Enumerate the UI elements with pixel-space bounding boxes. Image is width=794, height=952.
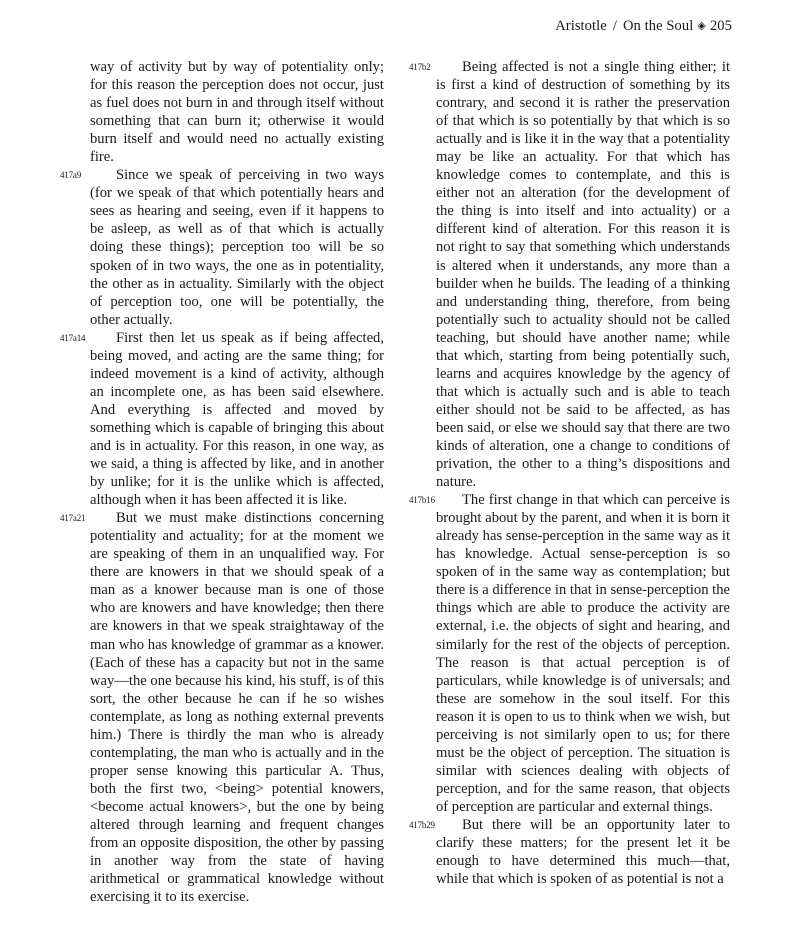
header-author: Aristotle <box>555 18 607 34</box>
paragraph-text: Since we speak of perceiving in two ways (for we speak of that which potentially hears and sees as hearing and seeing, even if it happens to be asleep, as well as of that which is actually doing these things); perception too will be so spoken of in two ways, the one as in potentiality, the other as in actuality. Similarly with the object of perception too, one will be potentially, the other actually. <box>90 167 384 328</box>
header-work-title: On the Soul <box>622 18 694 34</box>
paragraph <box>409 491 730 816</box>
bekker-marginal: 417a9 <box>60 170 81 181</box>
paragraph-text: But there will be an opportunity later to clarify these matters; for the present let it be enough to have determined this much—that, while that which is spoken of as potential is not a <box>436 816 730 888</box>
header-separator: / <box>612 18 617 34</box>
paragraph-text: First then let us speak as if being affected, being moved, and acting are the same thing; for indeed movement is a kind of activity, although an incomplete one, as has been said elsewhere. And everything is affected and moved by something which is capable of bringing this about and is in actuality. For this reason, in one way, as we said, a thing is affected by like, and in another by unlike; for it is the unlike which is affected, although when it has been affected it is like. <box>90 329 384 509</box>
paragraph <box>409 816 730 888</box>
paragraph <box>60 509 384 906</box>
right-text-column <box>409 58 730 888</box>
paragraph <box>409 58 730 491</box>
running-header <box>555 18 732 35</box>
paragraph <box>60 166 384 328</box>
page-number: 205 <box>709 18 732 34</box>
diamond-icon: ◈ <box>697 20 706 32</box>
paragraph <box>90 58 384 166</box>
bekker-marginal: 417b16 <box>409 495 435 506</box>
bekker-marginal: 417a14 <box>60 332 86 343</box>
bekker-marginal: 417b2 <box>409 62 431 72</box>
paragraph-text: Being affected is not a single thing either; it is first a kind of destruction of something by its contrary, and second it is rather the preservation of that which is so potentially by that which is so actually and is like it in the way that a potentiality may be like an actuality. For that which has knowledge comes to contemplate, and this is either not an alteration (for the development of the thing is into itself and into actuality) or a different kind of alteration. For this reason it is not right to say that something which understands is altered when it understands, any more than a builder when he builds. The leading of a thinking and understanding thing, therefore, from being potentially such to actuality should not be called teaching, but should have another name; while that which, starting from being potentially such, learns and acquires knowledge by the agency of that which is actually such and is able to teach either should not be said to be affected, as has been said, or else we should say that there are two kinds of alteration, one a change to conditions of privation, the other to a thing’s dispositions and nature. <box>436 59 730 491</box>
bekker-marginal: 417b29 <box>409 819 435 830</box>
bekker-marginal: 417a21 <box>60 513 86 524</box>
left-text-column <box>60 58 384 906</box>
paragraph <box>60 329 384 509</box>
paragraph-text: But we must make distinctions concerning potentiality and actuality; for at the moment we are speaking of them in an unqualified way. For there are knowers in that we should speak of a man as a knower because man is one of those who are knowers and have knowledge; then there are knowers in that we speak straightaway of the man who has knowledge of grammar as a knower. (Each of these has a capacity but not in the same way—the one because his kind, his stuff, is of this sort, the other because he can if he so wishes contemplate, as long as nothing external prevents him.) There is thirdly the man who is already contemplating, the man who is actually and in the proper sense knowing this particular A. Thus, both the first two, <being> potential knowers, <become actual knowers>, but the one by being altered through learning and frequent changes from an opposite disposition, the other by passing in another way from the state of having arithmetical or grammatical knowledge without exercising it to its exercise. <box>90 510 384 906</box>
paragraph-text: The first change in that which can perceive is brought about by the parent, and when it is born it already has sense-perception in the same way as it has knowledge. Actual sense-perception is so spoken of in the same way as contemplation; but there is a difference in that in sense-perception the things which are able to produce the activity are external, i.e. the objects of sight and hearing, and similarly for the rest of the objects of perception. The reason is that actual perception is of particulars, while knowledge is of universals; and these are somehow in the soul itself. For this reason it is open to us to think when we wish, but perceiving is not similarly open to us; for there must be the object of perception. The situation is similar with sciences dealing with objects of perception, and for the same reason, that objects of perception are particular and external things. <box>436 492 730 815</box>
paragraph-text: way of activity but by way of potentiality only; for this reason the perception does not occur, just as fuel does not burn in and through itself without something that can burn it; otherwise it would burn itself and would need no actually existing fire. <box>90 59 384 166</box>
